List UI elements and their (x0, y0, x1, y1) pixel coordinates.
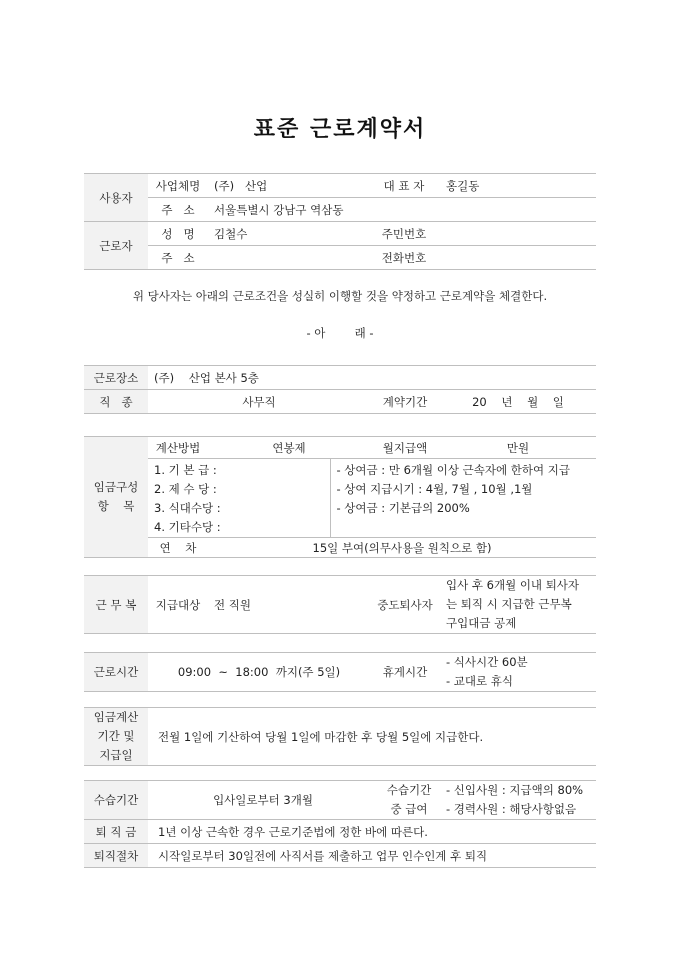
annual-leave-value: 15일 부여(의무사용을 원칙으로 함) (208, 538, 596, 558)
bonus-info (330, 459, 596, 538)
probation-label: 수습기간 (84, 781, 148, 820)
work-hours-value: 09:00 ~ 18:00 까지(주 5일) (148, 653, 370, 692)
calc-method-value: 연봉제 (208, 437, 370, 459)
break-line-2: - 교대로 휴식 (446, 674, 514, 688)
probation-pay-label-1: 수습기간 (386, 783, 432, 797)
workplace-value: (주) 산업 본사 5층 (148, 366, 596, 390)
pay-period-label-2: 기간 및 (97, 729, 135, 743)
workplace-table (84, 365, 596, 414)
probation-pay-line-2: - 경력사원 : 해당사항없음 (446, 802, 577, 816)
name-label: 성 명 (148, 222, 208, 246)
biz-name-label: 사업체명 (148, 174, 208, 198)
early-resign-policy (440, 576, 596, 634)
contract-period-label: 계약기간 (370, 390, 440, 414)
uniform-target-value: 전 직원 (208, 576, 370, 634)
job-value: 사무직 (148, 390, 370, 414)
contract-period-value: 20 년 월 일 (440, 390, 596, 414)
phone-label: 전화번호 (368, 246, 440, 270)
wage-items (148, 459, 330, 538)
bonus-line-1: - 상여금 : 만 6개월 이상 근속자에 한하여 지급 (336, 463, 570, 477)
calc-method-label: 계산방법 (148, 437, 208, 459)
pay-period-label-3: 지급일 (99, 748, 133, 762)
employer-label: 사용자 (84, 174, 148, 222)
severance-value: 1년 이상 근속한 경우 근로기준법에 정한 바에 따른다. (148, 820, 596, 844)
agreement-sentence: 위 당사자는 아래의 근로조건을 성실히 이행할 것을 약정하고 근로계약을 체결한다. (132, 289, 548, 303)
rep-value: 홍길동 (440, 174, 596, 198)
wage-label-line-2: 항 목 (97, 499, 135, 513)
id-label: 주민번호 (368, 222, 440, 246)
annual-leave-label: 연 차 (148, 538, 208, 558)
pay-period-label-1: 임금계산 (93, 710, 139, 724)
document-title: 표준 근로계약서 (253, 117, 427, 142)
wage-item-meal: 3. 식대수당 : (154, 501, 221, 515)
employer-address-label: 주 소 (148, 198, 208, 222)
resign-line-3: 구입대금 공제 (446, 616, 517, 630)
resignation-label: 퇴직절차 (84, 844, 148, 868)
id-value (440, 222, 596, 246)
early-resign-label: 중도퇴사자 (370, 576, 440, 634)
wage-table (84, 436, 596, 558)
resign-line-1: 입사 후 6개월 이내 퇴사자 (446, 578, 580, 592)
probation-value: 입사일로부터 3개월 (148, 781, 378, 820)
severance-label: 퇴 직 금 (84, 820, 148, 844)
parties-table (84, 173, 596, 270)
resign-line-2: 는 퇴직 시 지급한 근무복 (446, 597, 572, 611)
monthly-pay-label: 월지급액 (370, 437, 440, 459)
break-time-value (440, 653, 596, 692)
uniform-table (84, 575, 596, 634)
uniform-label: 근 무 복 (84, 576, 148, 634)
name-value: 김철수 (208, 222, 368, 246)
probation-pay-label (378, 781, 440, 820)
rep-label: 대 표 자 (368, 174, 440, 198)
wage-item-base: 1. 기 본 급 : (154, 463, 217, 477)
wage-label-line-1: 임금구성 (93, 480, 139, 494)
resignation-value: 시작일로부터 30일전에 사직서를 제출하고 업무 인수인계 후 퇴직 (148, 844, 596, 868)
hours-table (84, 652, 596, 692)
pay-period-table (84, 707, 596, 766)
break-line-1: - 식사시간 60분 (446, 655, 528, 669)
wage-composition-label (84, 437, 148, 558)
work-hours-label: 근로시간 (84, 653, 148, 692)
probation-pay-value (440, 781, 596, 820)
probation-pay-line-1: - 신입사원 : 지급액의 80% (446, 783, 584, 797)
break-time-label: 휴게시간 (370, 653, 440, 692)
wage-item-other: 4. 기타수당 : (154, 520, 221, 534)
below-marker: - 아 래 - (306, 326, 374, 340)
probation-pay-label-2: 중 급여 (390, 802, 428, 816)
bonus-line-2: - 상여 지급시기 : 4월, 7월 , 10월 ,1월 (336, 482, 533, 496)
employer-address-value: 서울특별시 강남구 역삼동 (208, 198, 596, 222)
biz-name-value: (주) 산업 (208, 174, 368, 198)
wage-item-allowance: 2. 제 수 당 : (154, 482, 217, 496)
employee-label: 근로자 (84, 222, 148, 270)
job-label: 직 종 (84, 390, 148, 414)
workplace-label: 근로장소 (84, 366, 148, 390)
pay-period-value: 전월 1일에 기산하여 당월 1일에 마감한 후 당월 5일에 지급한다. (148, 708, 596, 766)
monthly-pay-value: 만원 (440, 437, 596, 459)
phone-value (440, 246, 596, 270)
bonus-line-3: - 상여금 : 기본급의 200% (336, 501, 470, 515)
uniform-target-label: 지급대상 (148, 576, 208, 634)
employee-address-label: 주 소 (148, 246, 208, 270)
probation-table (84, 780, 596, 868)
employee-address-value (208, 246, 368, 270)
pay-period-label (84, 708, 148, 766)
